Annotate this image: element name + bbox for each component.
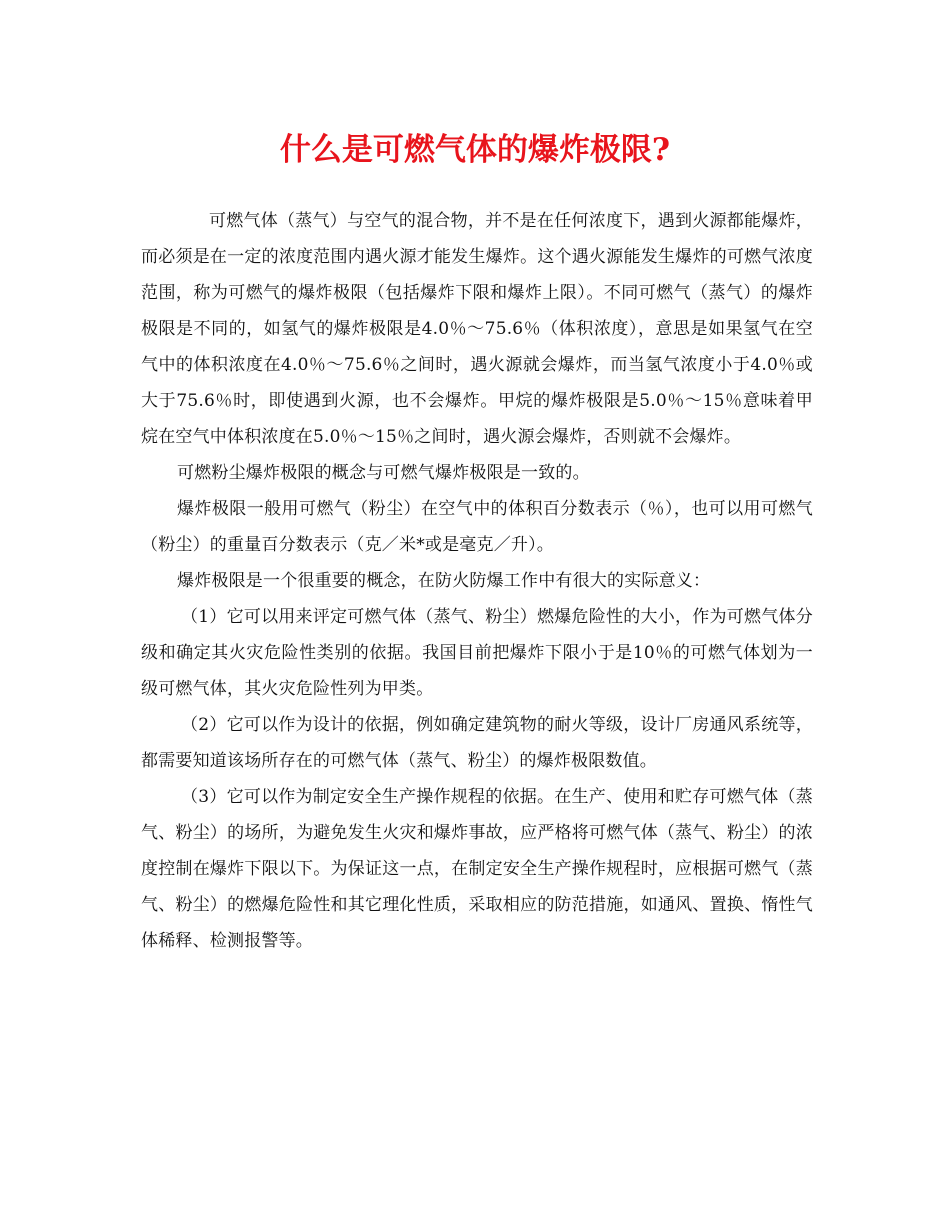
list-item-1: （1）它可以用来评定可燃气体（蒸气、粉尘）燃爆危险性的大小，作为可燃气体分级和确定其火灾危险性类别的依据。我国目前把爆炸下限小于是10％的可燃气体划为一级可燃气体，其火灾危险性列为甲类。 <box>141 607 813 699</box>
paragraph-expression: 爆炸极限一般用可燃气（粉尘）在空气中的体积百分数表示（％），也可以用可燃气（粉尘）的重量百分数表示（克／米*或是毫克／升）。 <box>141 499 813 555</box>
document-body <box>141 203 813 959</box>
paragraph-significance: 爆炸极限是一个很重要的概念，在防火防爆工作中有很大的实际意义： <box>177 571 711 591</box>
paragraph-dust: 可燃粉尘爆炸极限的概念与可燃气爆炸极限是一致的。 <box>177 463 590 483</box>
list-item-2: （2）它可以作为设计的依据，例如确定建筑物的耐火等级，设计厂房通风系统等，都需要知道该场所存在的可燃气体（蒸气、粉尘）的爆炸极限数值。 <box>141 715 813 771</box>
paragraph-definition: 可燃气体（蒸气）与空气的混合物，并不是在任何浓度下，遇到火源都能爆炸，而必须是在一定的浓度范围内遇火源才能发生爆炸。这个遇火源能发生爆炸的可燃气浓度范围，称为可燃气的爆炸极限（包括爆炸下限和爆炸上限）。不同可燃气（蒸气）的爆炸极限是不同的，如氢气的爆炸极限是4.0％～75.6％（体积浓度），意思是如果氢气在空气中的体积浓度在4.0％～75.6％之间时，遇火源就会爆炸，而当氢气浓度小于4.0％或大于75.6％时，即使遇到火源，也不会爆炸。甲烷的爆炸极限是5.0％～15％意味着甲烷在空气中体积浓度在5.0％～15％之间时，遇火源会爆炸，否则就不会爆炸。 <box>141 211 813 447</box>
list-item-3: （3）它可以作为制定安全生产操作规程的依据。在生产、使用和贮存可燃气体（蒸气、粉尘）的场所，为避免发生火灾和爆炸事故，应严格将可燃气体（蒸气、粉尘）的浓度控制在爆炸下限以下。为保证这一点，在制定安全生产操作规程时，应根据可燃气（蒸气、粉尘）的燃爆危险性和其它理化性质，采取相应的防范措施，如通风、置换、惰性气体稀释、检测报警等。 <box>141 787 813 951</box>
page-title: 什么是可燃气体的爆炸极限? <box>279 132 671 168</box>
